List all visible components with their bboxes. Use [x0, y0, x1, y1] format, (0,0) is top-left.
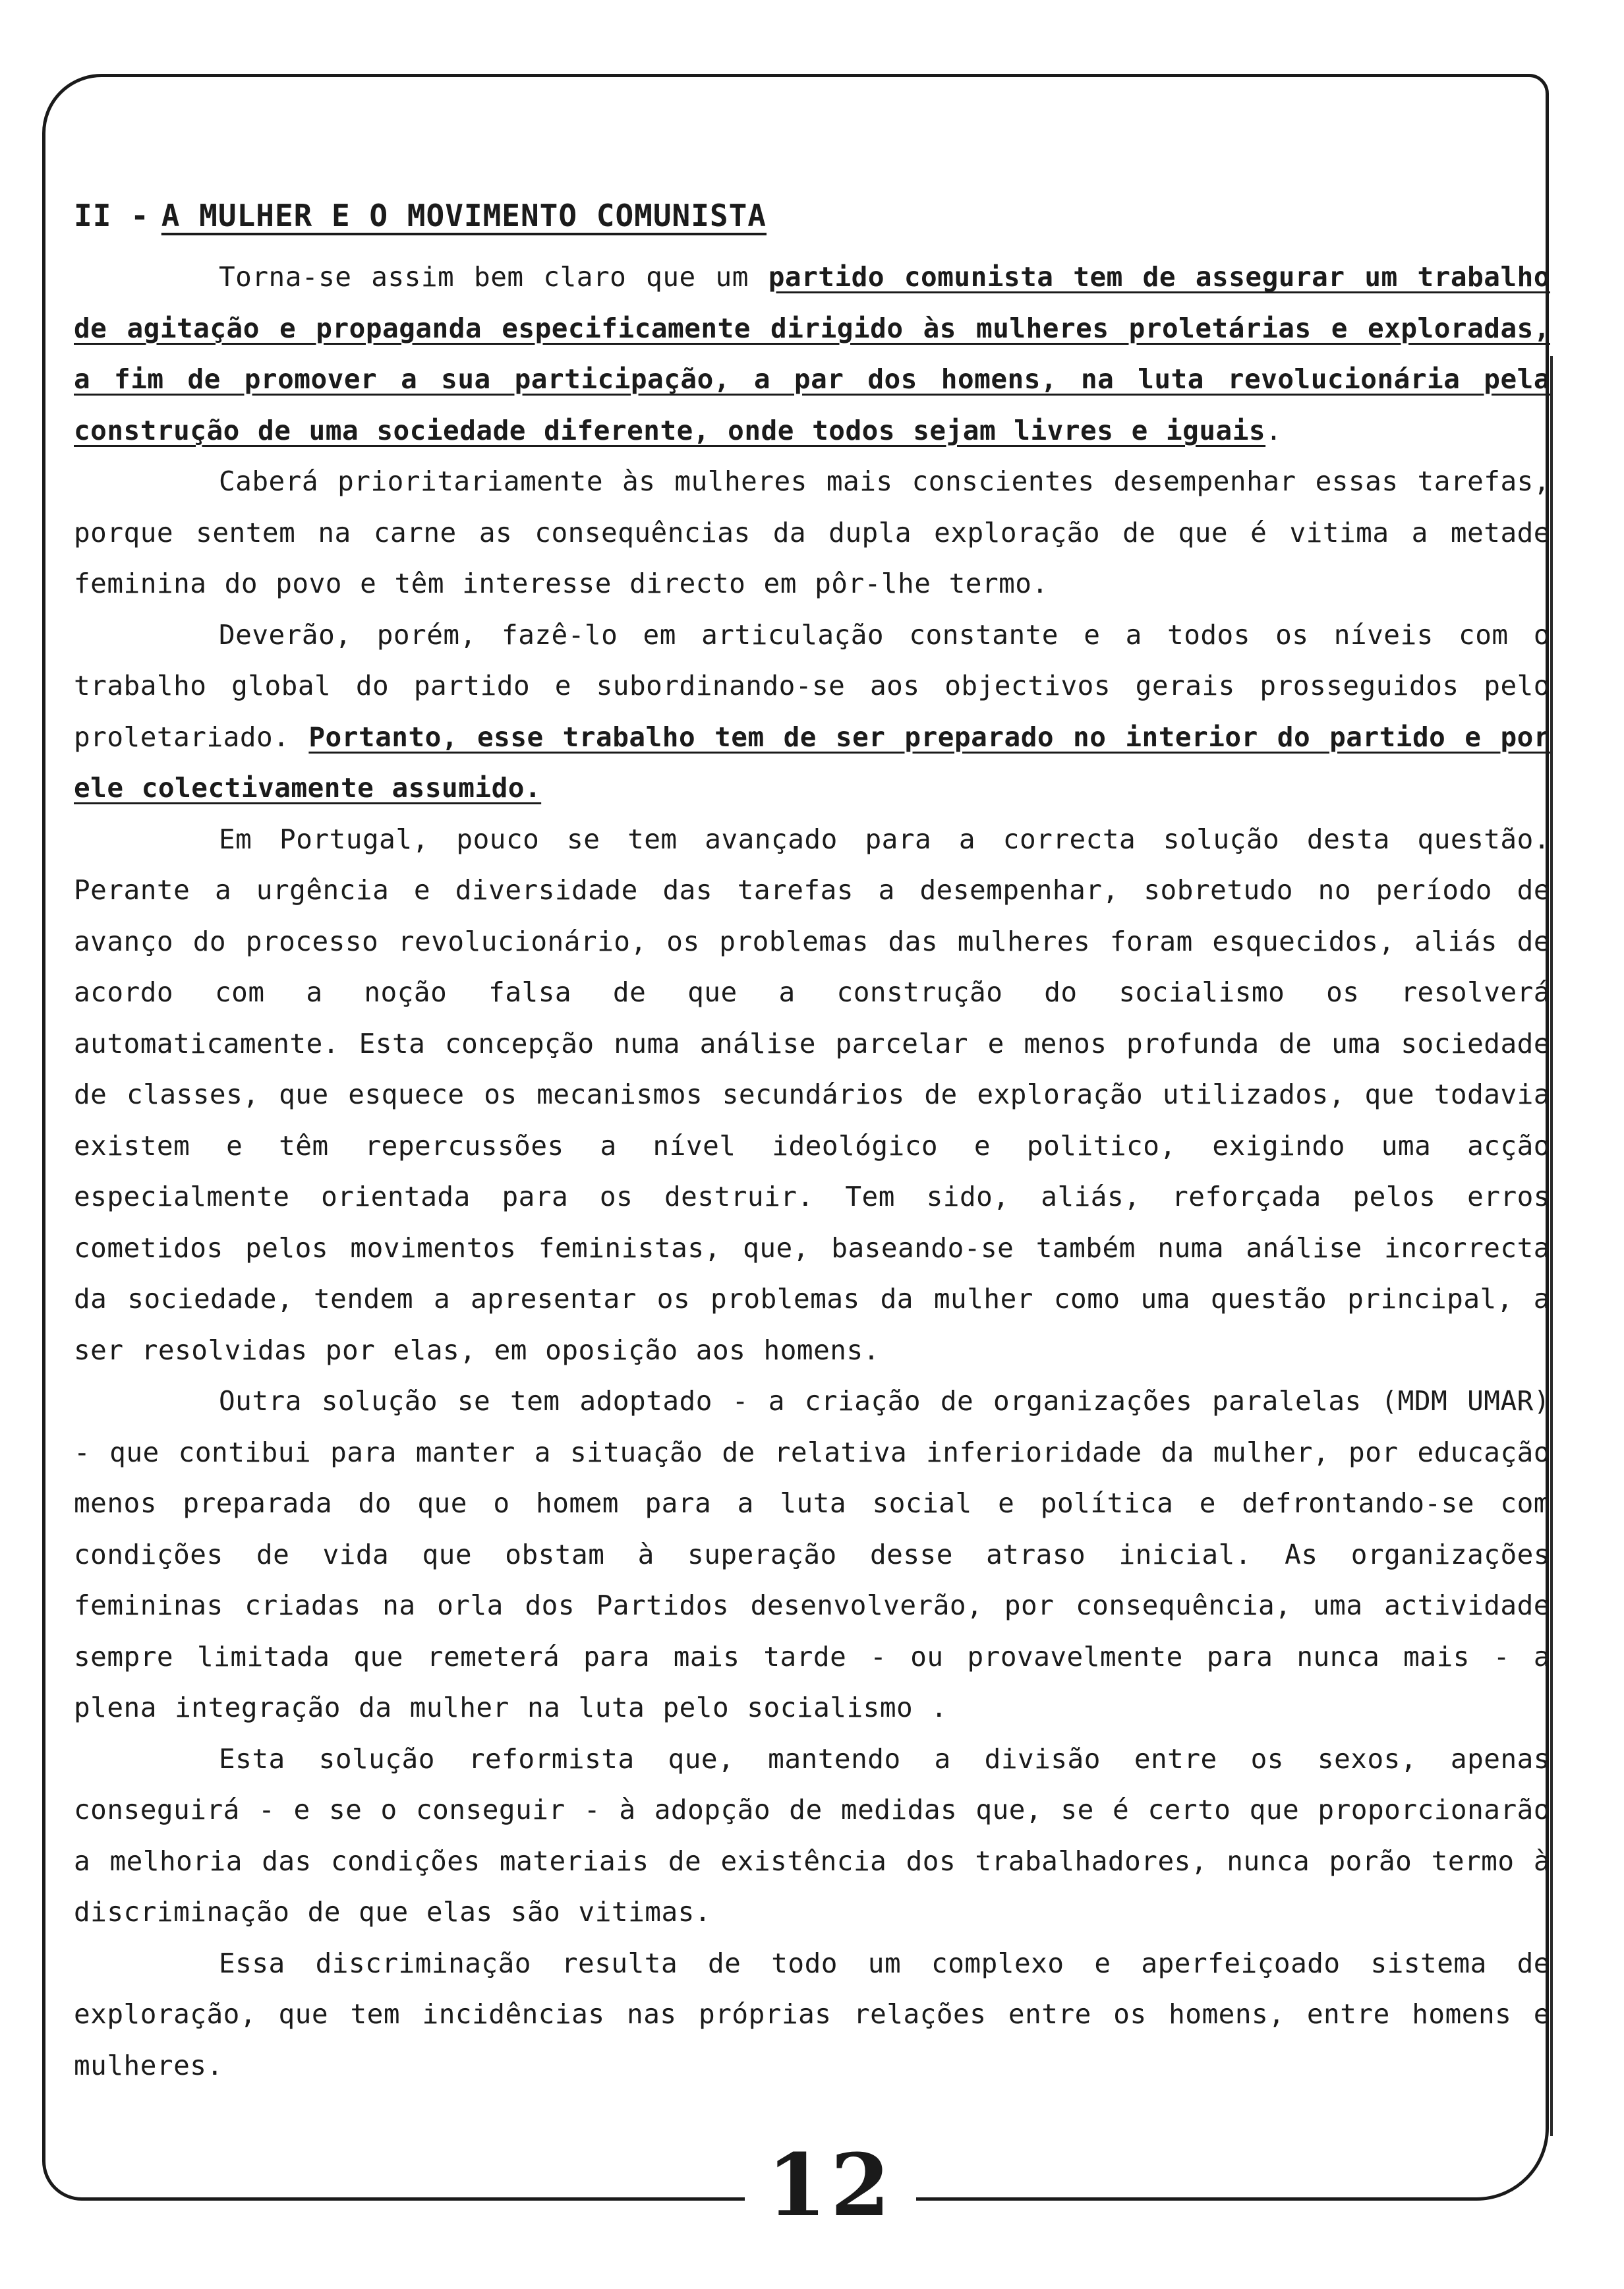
paragraph-text: .: [1265, 414, 1283, 446]
paragraph-text: Outra solução se tem adoptado - a criação de organizações paralelas (MDM UMAR) - que contibui para manter a situação de relativa inferioridade da mulher, por educação menos preparada do que o homem para a luta social e política e defrontando-se com condições de vida que obstam à superação desse atraso inicial. As organizações femininas criadas na orla dos Partidos desenvolverão, por consequência, uma actividade sempre limitada que remeterá para mais tarde - ou provavelmente para nunca mais - a plena integração da mulher na luta pelo socialismo .: [74, 1385, 1550, 1723]
paragraph: [74, 456, 1550, 610]
paragraph: [74, 1376, 1550, 1734]
paragraph-text: Esta solução reformista que, mantendo a divisão entre os sexos, apenas conseguirá - e se o conseguir - à adopção de medidas que, se é certo que proporcionarão a melhoria das condições materiais de existência dos trabalhadores, nunca porão termo à discriminação de que elas são vitimas.: [74, 1742, 1550, 1928]
paragraph-text: Essa discriminação resulta de todo um complexo e aperfeiçoado sistema de exploração, que tem incidências nas próprias relações entre os homens, entre homens e mulheres.: [74, 1947, 1550, 2081]
margin-rule: [1550, 356, 1553, 2136]
paragraph-text: Torna-se assim bem claro que um: [219, 261, 768, 293]
paragraph: [74, 610, 1550, 814]
section-heading: [74, 198, 1550, 233]
document-body: [74, 198, 1550, 2091]
section-number: II -: [74, 198, 150, 233]
page-number: 12: [767, 2135, 894, 2236]
paragraph-text: Deverão, porém, fazê-lo em articulação constante e a todos os níveis com o trabalho global do partido e subordinando-se aos objectivos gerais prosseguidos pelo proletariado.: [74, 618, 1550, 753]
paragraph-text: Em Portugal, pouco se tem avançado para a correcta solução desta questão. Perante a urgência e diversidade das tarefas a desempenhar, sobretudo no período de avanço do processo revolucionário, os problemas das mulheres foram esquecidos, aliás de acordo com a noção falsa de que a construção do socialismo os resolverá automaticamente. Esta concepção numa análise parcelar e menos profunda de uma sociedade de classes, que esquece os mecanismos secundários de exploração utilizados, que todavia existem e têm repercussões a nível ideológico e politico, exigindo uma acção especialmente orientada para os destruir. Tem sido, aliás, reforçada pelos erros cometidos pelos movimentos feministas, que, baseando-se também numa análise incorrecta da sociedade, tendem a apresentar os problemas da mulher como uma questão principal, a ser resolvidas por elas, em oposição aos homens.: [74, 823, 1550, 1366]
paragraph: [74, 1938, 1550, 2092]
paragraph-text: Caberá prioritariamente às mulheres mais conscientes desempenhar essas tarefas, porque sentem na carne as consequências da dupla exploração de que é vitima a metade feminina do povo e têm interesse directo em pôr-lhe termo.: [74, 465, 1550, 599]
underlined-text: partido comunista tem de assegurar um trabalho de agitação e propaganda especificamente dirigido às mulheres proletárias e exploradas, a fim de promover a sua participação, a par dos homens, na luta revolucionária pela construção de uma sociedade diferente, onde todos sejam livres e iguais: [74, 261, 1551, 446]
section-title: A MULHER E O MOVIMENTO COMUNISTA: [161, 198, 767, 233]
paragraph: [74, 1734, 1550, 1938]
underlined-text: Portanto, esse trabalho tem de ser preparado no interior do partido e por ele colectivamente assumido.: [74, 721, 1550, 804]
paragraph: [74, 252, 1550, 456]
paragraph: [74, 814, 1550, 1377]
